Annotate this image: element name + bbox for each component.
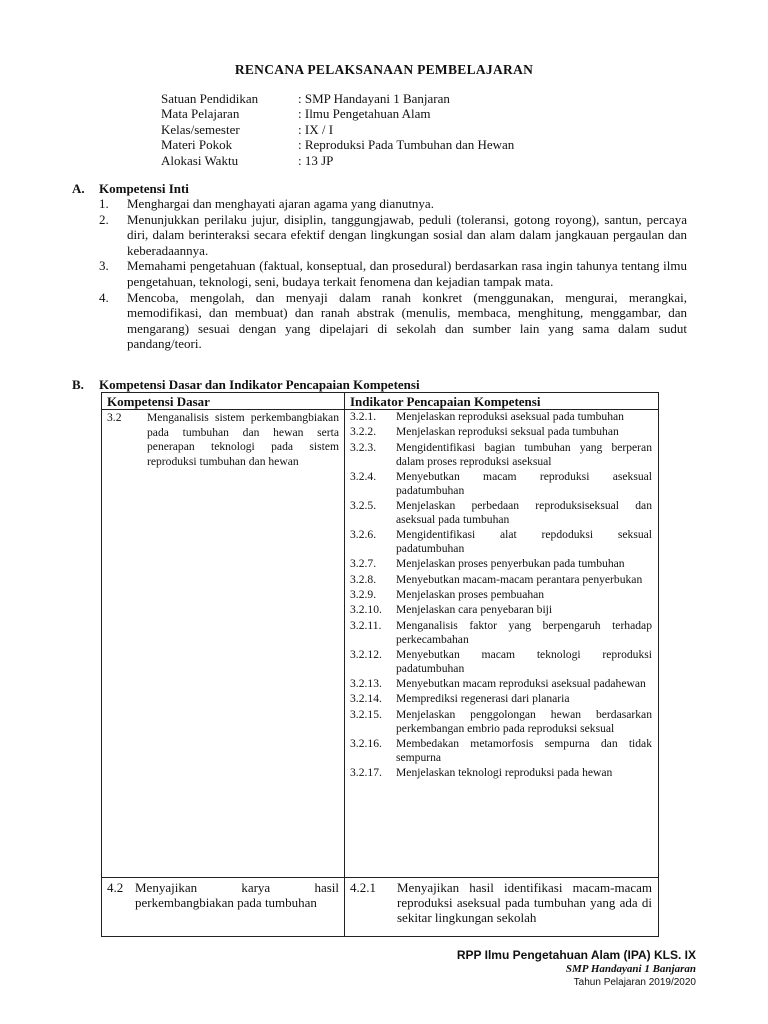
indicator-text: Menyebutkan macam reproduksi aseksual padatumbuhan [396, 469, 652, 497]
list-item [99, 258, 687, 289]
identity-block [161, 91, 514, 168]
indicator-4-2-1 [350, 880, 652, 925]
indicator-text: Menyebutkan macam teknologi reproduksi padatumbuhan [396, 647, 652, 675]
indicator-text: Menjelaskan proses pembuahan [396, 588, 545, 601]
indicator-number: 3.2.17. [350, 766, 382, 779]
identity-label: Materi Pokok [161, 137, 233, 153]
identity-label: Kelas/semester [161, 121, 240, 137]
indicator-number: 3.2.3. [350, 440, 377, 454]
section-letter: A. [72, 181, 85, 196]
identity-value: : Ilmu Pengetahuan Alam [298, 106, 431, 122]
indicator-number: 3.2.13. [350, 677, 382, 690]
identity-value: : SMP Handayani 1 Banjaran [298, 91, 450, 106]
indicator-item [350, 737, 652, 765]
indicator-number: 3.2.11. [350, 618, 382, 632]
column-header-kd: Kompetensi Dasar [107, 394, 210, 409]
identity-row [161, 122, 514, 137]
indicator-number: 3.2.15. [350, 707, 382, 721]
indicator-item [350, 470, 652, 498]
kd-text: Menganalisis sistem perkembangbiakan pada tumbuhan dan hewan serta penerapan teknologi pada sistem reproduksi tumbuhan dan hewan [147, 411, 339, 468]
identity-label: Alokasi Waktu [161, 152, 239, 168]
indicator-number: 3.2.12. [350, 647, 382, 661]
kd-4-2-cell [107, 880, 339, 930]
identity-row [161, 106, 514, 121]
section-b-heading [72, 377, 420, 393]
identity-row [161, 153, 514, 168]
column-header-indikator: Indikator Pencapaian Kompetensi [350, 394, 541, 409]
list-item [99, 196, 687, 212]
indicator-item [350, 557, 652, 571]
indicator-number: 3.2.8. [350, 572, 377, 586]
indicator-text: Memprediksi regenerasi dari planaria [396, 692, 570, 706]
indicator-item [350, 499, 652, 527]
kompetensi-table [101, 392, 659, 937]
indicator-text: Menjelaskan reproduksi aseksual pada tumbuhan [396, 410, 624, 423]
indicator-number: 3.2.1. [350, 410, 377, 423]
indicator-item [350, 603, 652, 617]
section-title: Kompetensi Inti [99, 181, 189, 196]
indicator-number: 3.2.9. [350, 588, 377, 601]
column-divider [344, 393, 345, 936]
footer-school: SMP Handayani 1 Banjaran [565, 963, 696, 975]
indicator-text: Menjelaskan perbedaan reproduksiseksual dan aseksual pada tumbuhan [396, 499, 652, 526]
indicator-item [350, 677, 652, 691]
indicator-text: Menyebutkan macam-macam perantara penyerbukan [396, 572, 643, 586]
indicator-list-3-2 [350, 410, 652, 781]
indicator-item [350, 766, 652, 780]
indicator-item [350, 528, 652, 556]
document-title: RENCANA PELAKSANAAN PEMBELAJARAN [234, 62, 534, 77]
list-text: Mencoba, mengolah, dan menyaji dalam ranah konkret (menggunakan, mengurai, merangkai, memodifikasi, dan membuat) dan ranah abstrak (menulis, membaca, menghitung, menggambar, dan mengarang) sesuai dengan yang dipelajari di sekolah dan sumber lain yang sama dalam sudut pandang/teori. [127, 289, 687, 352]
indicator-text: Menjelaskan cara penyebaran biji [396, 603, 553, 617]
section-title: Kompetensi Dasar dan Indikator Pencapaian Kompetensi [99, 377, 420, 392]
identity-value: : 13 JP [298, 152, 334, 168]
kd-3-2-cell [107, 411, 339, 521]
indicator-item [350, 619, 652, 647]
indicator-text: Menyajikan hasil identifikasi macam-macam reproduksi aseksual pada tumbuhan yang ada di sekitar lingkungan sekolah [397, 880, 652, 925]
identity-row [161, 91, 514, 106]
list-number: 4. [99, 289, 109, 305]
indicator-text: Mengidentifikasi bagian tumbuhan yang berperan dalam proses reproduksi aseksual [396, 440, 652, 468]
indicator-text: Mengidentifikasi alat repdoduksi seksual padatumbuhan [396, 528, 652, 556]
kd-text: Menyajikan karya hasil perkembangbiakan pada tumbuhan [135, 880, 339, 910]
indicator-number: 3.2.4. [350, 469, 377, 483]
indicator-item [350, 692, 652, 706]
indicator-number: 4.2.1 [350, 880, 376, 895]
list-number: 3. [99, 258, 109, 274]
kd-number: 4.2 [107, 880, 124, 895]
identity-label: Satuan Pendidikan [161, 91, 259, 106]
list-text: Menghargai dan menghayati ajaran agama yang dianutnya. [127, 196, 434, 211]
indicator-text: Menjelaskan reproduksi seksual pada tumbuhan [396, 425, 619, 439]
list-text: Memahami pengetahuan (faktual, konseptual, dan prosedural) berdasarkan rasa ingin tahunya tentang ilmu pengetahuan, teknologi, seni, budaya terkait fenomena dan kejadian tampak mata. [127, 258, 687, 289]
indicator-item [350, 573, 652, 587]
indicator-text: Menganalisis faktor yang berpengaruh terhadap perkecambahan [396, 618, 652, 646]
list-number: 2. [99, 211, 109, 227]
indicator-number: 3.2.7. [350, 557, 377, 571]
indicator-number: 3.2.16. [350, 736, 382, 750]
indicator-item [350, 441, 652, 469]
identity-label: Mata Pelajaran [161, 106, 240, 122]
kd-number: 3.2 [107, 411, 122, 424]
indicator-item [350, 648, 652, 676]
indicator-number: 3.2.14. [350, 692, 382, 706]
section-letter: B. [72, 377, 84, 392]
indicator-text: Menyebutkan macam reproduksi aseksual padahewan [396, 677, 646, 690]
section-a-heading [72, 181, 189, 197]
identity-value: : IX / I [298, 121, 334, 137]
indicator-text: Membedakan metamorfosis sempurna dan tidak sempurna [396, 736, 652, 764]
list-number: 1. [99, 196, 109, 211]
identity-row [161, 137, 514, 152]
indicator-item [350, 425, 652, 439]
list-item [99, 290, 687, 352]
footer-year: Tahun Pelajaran 2019/2020 [573, 977, 696, 988]
indicator-item [350, 588, 652, 602]
indicator-text: Menjelaskan proses penyerbukan pada tumbuhan [396, 557, 625, 571]
list-text: Menunjukkan perilaku jujur, disiplin, tanggungjawab, peduli (toleransi, gotong royong), santun, percaya diri, dalam berinteraksi secara efektif dengan lingkungan sosial dan alam dalam jangkauan pergaulan dan keberadaannya. [127, 211, 687, 258]
identity-value: : Reproduksi Pada Tumbuhan dan Hewan [298, 137, 515, 153]
indicator-number: 3.2.5. [350, 499, 377, 512]
list-item [99, 212, 687, 259]
row-divider [102, 877, 658, 878]
indicator-number: 3.2.2. [350, 425, 377, 439]
indicator-number: 3.2.6. [350, 528, 377, 542]
indicator-item [350, 410, 652, 424]
indicator-item [350, 708, 652, 736]
kompetensi-inti-list [99, 196, 687, 352]
indicator-text: Menjelaskan teknologi reproduksi pada hewan [396, 766, 613, 779]
indicator-number: 3.2.10. [350, 603, 382, 617]
footer-subject: RPP Ilmu Pengetahuan Alam (IPA) KLS. IX [456, 948, 696, 962]
indicator-text: Menjelaskan penggolongan hewan berdasarkan perkembangan embrio pada reproduksi seksual [396, 707, 652, 735]
